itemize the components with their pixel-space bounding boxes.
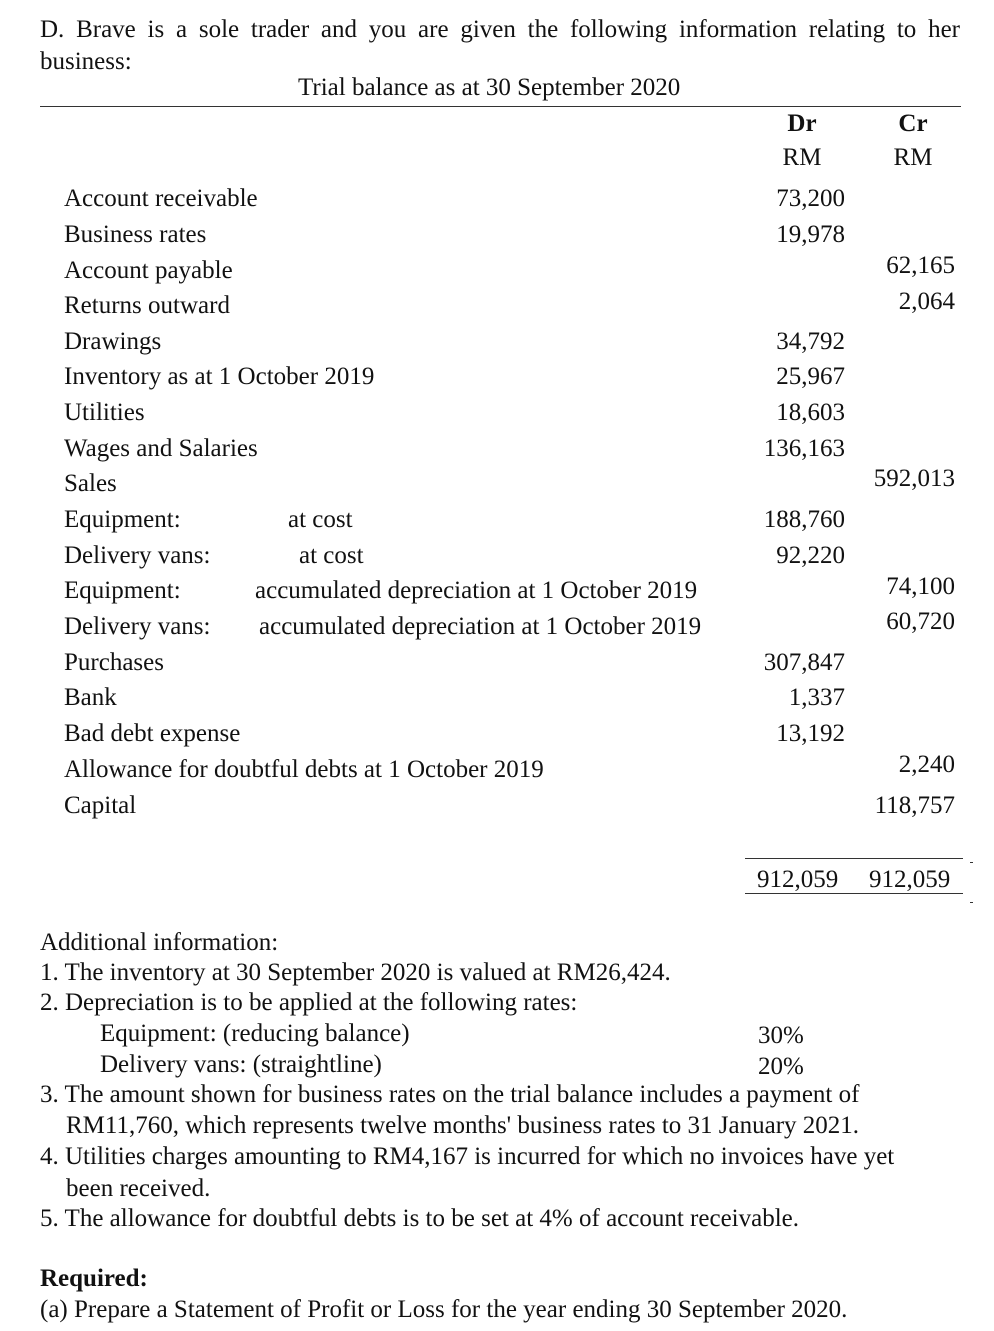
- row-note: accumulated depreciation at 1 October 2019: [259, 613, 702, 640]
- rate-vans-label: Delivery vans: (straightline): [100, 1051, 382, 1078]
- total-top-rule: [745, 858, 963, 859]
- header-rule: [40, 106, 961, 107]
- dr-column-header: Dr: [787, 110, 817, 137]
- row-label: Account payable: [64, 257, 233, 284]
- row-dr: 25,967: [776, 363, 845, 390]
- row-label: Delivery vans:: [64, 613, 211, 640]
- rule-tick: [970, 902, 973, 903]
- row-label: Equipment:: [64, 506, 181, 533]
- row-note: at cost: [299, 542, 364, 569]
- row-dr: 73,200: [776, 185, 845, 212]
- additional-heading: Additional information:: [40, 929, 279, 956]
- row-cr: 62,165: [886, 252, 955, 279]
- row-label: Sales: [64, 470, 117, 497]
- total-bottom-rule: [745, 893, 963, 894]
- row-dr: 34,792: [776, 328, 845, 355]
- row-label: Inventory as at 1 October 2019: [64, 363, 375, 390]
- required-part-a: (a) Prepare a Statement of Profit or Loss for the year ending 30 September 2020.: [40, 1296, 848, 1323]
- required-heading: Required:: [40, 1265, 148, 1292]
- additional-item-4-line-1: 4. Utilities charges amounting to RM4,167 is incurred for which no invoices have yet: [40, 1143, 895, 1170]
- row-note: at cost: [288, 506, 353, 533]
- row-dr: 92,220: [776, 542, 845, 569]
- row-label: Bad debt expense: [64, 720, 241, 747]
- row-dr: 188,760: [763, 506, 845, 533]
- row-note: accumulated depreciation at 1 October 2019: [255, 577, 698, 604]
- row-dr: 1,337: [788, 684, 845, 711]
- row-cr: 2,240: [898, 751, 955, 778]
- row-cr: 60,720: [886, 608, 955, 635]
- row-cr: 2,064: [898, 288, 955, 315]
- additional-item-1: 1. The inventory at 30 September 2020 is valued at RM26,424.: [40, 959, 671, 986]
- row-label: Business rates: [64, 221, 207, 248]
- row-label: Wages and Salaries: [64, 435, 258, 462]
- additional-item-4-line-2: been received.: [66, 1175, 211, 1202]
- row-label: Equipment:: [64, 577, 181, 604]
- total-dr: 912,059: [757, 866, 839, 893]
- total-cr: 912,059: [869, 866, 951, 893]
- cr-column-header: Cr: [898, 110, 928, 137]
- row-label: Bank: [64, 684, 117, 711]
- rate-vans-value: 20%: [758, 1053, 804, 1080]
- row-cr: 592,013: [873, 465, 955, 492]
- row-label: Allowance for doubtful debts at 1 October 2019: [64, 756, 544, 783]
- row-label: Drawings: [64, 328, 162, 355]
- additional-item-3-line-2: RM11,760, which represents twelve months' business rates to 31 January 2021.: [66, 1112, 860, 1139]
- row-dr: 307,847: [763, 649, 845, 676]
- row-label: Delivery vans:: [64, 542, 211, 569]
- dr-unit: RM: [782, 144, 822, 171]
- additional-item-5: 5. The allowance for doubtful debts is to be set at 4% of account receivable.: [40, 1205, 799, 1232]
- row-label: Capital: [64, 792, 137, 819]
- row-cr: 118,757: [874, 792, 955, 819]
- row-label: Purchases: [64, 649, 164, 676]
- row-label: Account receivable: [64, 185, 258, 212]
- additional-item-2: 2. Depreciation is to be applied at the following rates:: [40, 989, 578, 1016]
- row-label: Returns outward: [64, 292, 230, 319]
- cr-unit: RM: [893, 144, 933, 171]
- row-dr: 136,163: [763, 435, 845, 462]
- row-dr: 18,603: [776, 399, 845, 426]
- row-dr: 13,192: [776, 720, 845, 747]
- rate-equipment-value: 30%: [758, 1022, 804, 1049]
- trial-balance-title: Trial balance as at 30 September 2020: [298, 74, 681, 101]
- row-dr: 19,978: [776, 221, 845, 248]
- intro-text: D. Brave is a sole trader and you are given the following information relating to her business:: [40, 16, 960, 75]
- rule-tick: [970, 862, 973, 863]
- row-cr: 74,100: [886, 573, 955, 600]
- row-label: Utilities: [64, 399, 145, 426]
- rate-equipment-label: Equipment: (reducing balance): [100, 1020, 410, 1047]
- additional-item-3-line-1: 3. The amount shown for business rates on the trial balance includes a payment of: [40, 1081, 860, 1108]
